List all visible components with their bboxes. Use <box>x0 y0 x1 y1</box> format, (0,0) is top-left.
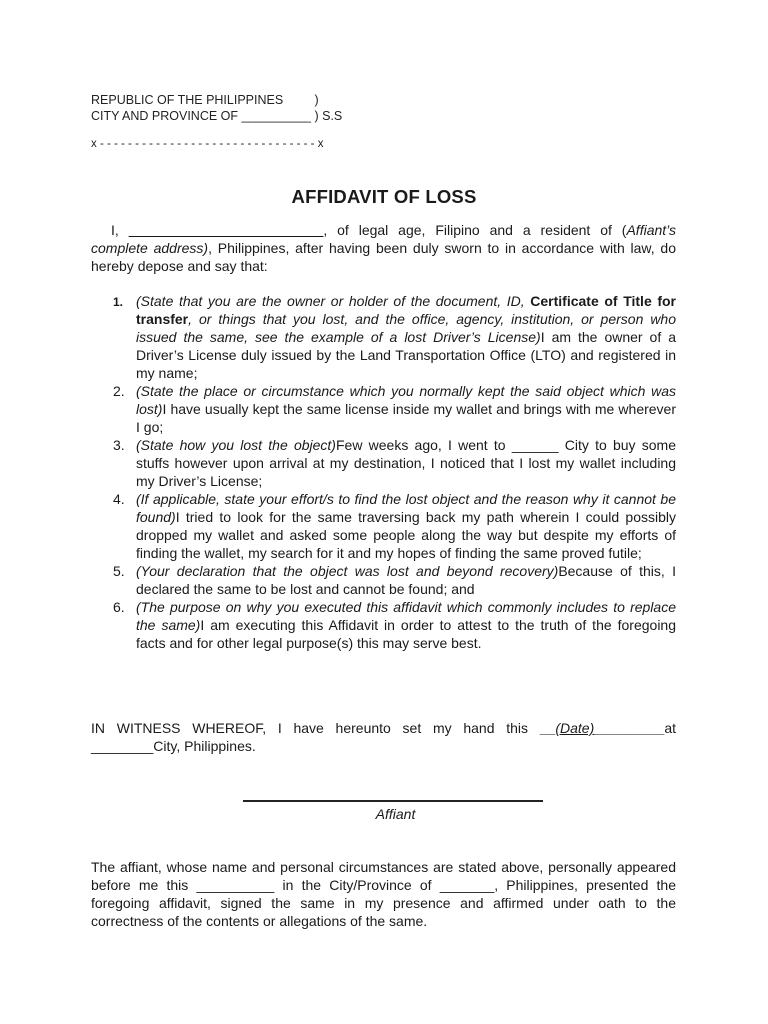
item-text: Because of this, I declared the same to be lost and cannot be found; and <box>136 563 676 597</box>
list-item <box>91 436 676 490</box>
item-hint: (The purpose on why you executed this affidavit which commonly includes to replace the same) <box>136 599 676 633</box>
list-item <box>91 490 676 562</box>
witness-text-1: IN WITNESS WHEREOF, I have hereunto set my hand this <box>91 720 540 736</box>
intro-text-2: , of legal age, Filipino and a resident of ( <box>323 222 627 238</box>
date-blank-suffix: _________ <box>594 720 665 736</box>
item-hint: (Your declaration that the object was lost and beyond recovery) <box>136 563 559 579</box>
item-hint: (State that you are the owner or holder of the document, ID, <box>136 293 531 309</box>
jurat-paragraph: The affiant, whose name and personal circumstances are stated above, personally appeared before me this __________ in the City/Province of _______, Philippines, presented the foregoing affidavit, signed the same in my presence and affirmed under oath to the correctness of the contents or allegations of the same. <box>91 859 676 929</box>
item-number: 3. <box>113 437 125 453</box>
header-separator: x - - - - - - - - - - - - - - - - - - - - - - - - - - - - - - - x <box>91 138 324 150</box>
witness-paragraph <box>91 719 676 755</box>
document-title: AFFIDAVIT OF LOSS <box>291 186 477 207</box>
date-blank-prefix: __ <box>539 720 556 736</box>
statements-list <box>91 292 676 652</box>
list-item <box>91 382 676 436</box>
item-hint: (State how you lost the object) <box>136 437 336 453</box>
item-hint-bold: Certificate of Title for transfer <box>136 293 677 327</box>
intro-paragraph <box>91 221 676 275</box>
item-number: 1. <box>113 295 124 309</box>
item-hint: , or things that you lost, and the office, agency, institution, or person who issued the same, see the example of a lost Driver’s License) <box>136 311 676 345</box>
list-item <box>91 562 676 598</box>
intro-text-3: , Philippines, after having been duly sworn to in accordance with law, do hereby depose and say that: <box>91 240 677 274</box>
item-hint: (If applicable, state your effort/s to find the lost object and the reason why it cannot be found) <box>136 491 676 525</box>
item-number: 5. <box>113 563 125 579</box>
affiant-name-blank: _________________________ <box>128 222 324 238</box>
item-text: I tried to look for the same traversing back my path wherein I could possibly dropped my wallet and asked some people along the way but despite my efforts of finding the wallet, my search for it and my hopes of finding the same proved futile; <box>136 509 676 561</box>
intro-text-1: I, <box>111 222 129 238</box>
signature-line <box>243 800 543 802</box>
item-number: 2. <box>113 383 125 399</box>
item-hint: (State the place or circumstance which you normally kept the said object which was lost) <box>136 383 676 417</box>
header-republic: REPUBLIC OF THE PHILIPPINES ) <box>91 93 319 107</box>
list-item <box>91 292 676 382</box>
list-item <box>91 598 676 652</box>
item-text: I am the owner of a Driver’s License duly issued by the Land Transportation Office (LTO) and registered in my name; <box>136 329 677 381</box>
date-hint: (Date) <box>555 720 595 736</box>
item-text: I am executing this Affidavit in order to attest to the truth of the foregoing facts and for other legal purpose(s) this may serve best. <box>136 617 677 651</box>
item-text: I have usually kept the same license inside my wallet and brings with me wherever I go; <box>136 401 676 435</box>
item-text: Few weeks ago, I went to ______ City to buy some stuffs however upon arrival at my destination, I noticed that I lost my wallet including my Driver’s License; <box>136 437 676 489</box>
witness-text-2: at ________City, Philippines. <box>91 720 676 754</box>
address-hint: Affiant’s complete address) <box>91 222 677 256</box>
item-number: 6. <box>113 599 125 615</box>
item-number: 4. <box>113 491 125 507</box>
signature-caption: Affiant <box>375 806 416 822</box>
header-city-province: CITY AND PROVINCE OF __________ ) S.S <box>91 109 343 123</box>
